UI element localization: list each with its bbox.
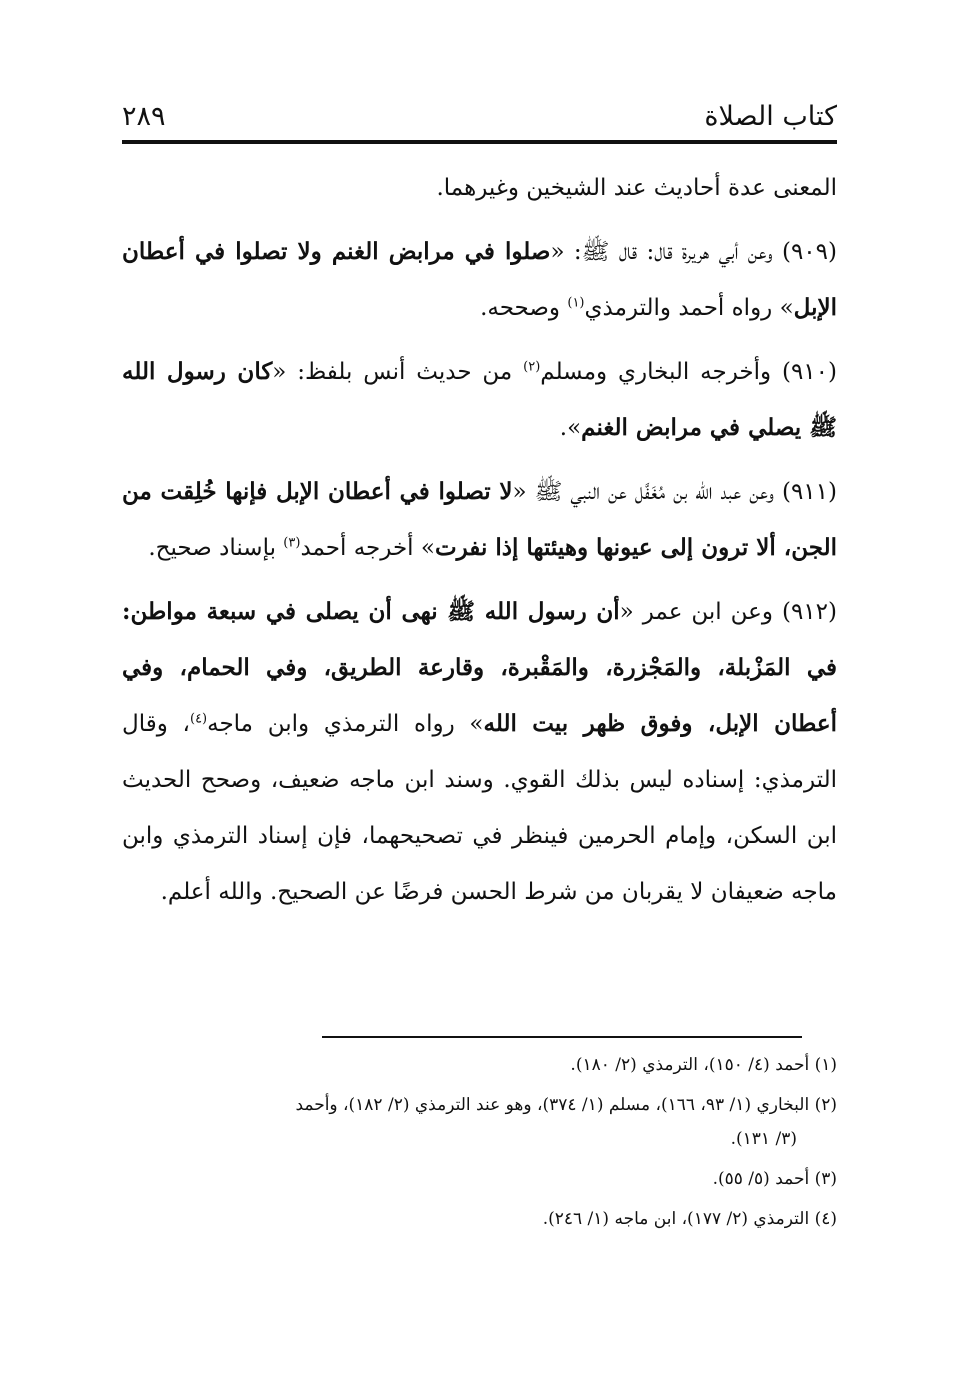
hadith-quote: أن رسول الله ﷺ نهى أن يصلى في سبعة مواطن: في المَزْبلة، والمَجْزرة، والمَقْبرة، وقارعة الطريق، وفي الحمام، وفي أعطان الإبل، وفوق ظهر بيت الله xyxy=(122,598,837,737)
main-text xyxy=(122,160,837,928)
hadith-source: » أخرجه أحمد xyxy=(300,535,435,561)
footnote-separator xyxy=(322,1036,802,1038)
chapter-title: كتاب الصلاة xyxy=(704,101,837,132)
footnote-3: (٣) أحمد (٥/ ٥٥). xyxy=(712,1169,837,1189)
paragraph-intro xyxy=(122,160,837,216)
hadith-tail: بإسناد صحيح. xyxy=(148,535,284,561)
paragraph-text: المعنى عدة أحاديث عند الشيخين وغيرهما. xyxy=(436,175,837,201)
hadith-909 xyxy=(122,224,837,336)
hadith-quote: كان رسول الله ﷺ يصلي في مرابض الغنم xyxy=(122,358,837,441)
footnote-ref[interactable]: (٣) xyxy=(283,535,301,551)
header-rule xyxy=(122,140,837,144)
hadith-quote: صلوا في مرابض الغنم ولا تصلوا في أعطان الإبل xyxy=(122,238,837,321)
hadith-intro: (٩١٢) وعن ابن عمر « xyxy=(619,599,837,625)
footnote-ref[interactable]: (٤) xyxy=(189,711,208,727)
footnote-2: (٢) البخاري (١/ ٩٣، ١٦٦)، مسلم (١/ ٣٧٤)، وهو عند الترمذي (٢/ ١٨٢)، وأحمد xyxy=(295,1095,837,1115)
footnote-2-continuation: (٣/ ١٣١). xyxy=(730,1129,797,1149)
page-number: ٢٨٩ xyxy=(122,101,166,132)
hadith-intro: (٩١٠) وأخرجه البخاري ومسلم xyxy=(540,359,837,385)
hadith-quote: لا تصلوا في أعطان الإبل فإنها خُلِقت من الجن، ألا ترون إلى عيونها وهيئتها إذا نفرت xyxy=(122,478,837,561)
hadith-source: » رواه الترمذي وابن ماجه xyxy=(207,711,484,737)
hadith-tail: ، وقال الترمذي: إسناده ليس بذلك القوي. وسند ابن ماجه ضعيف، وصحح الحديث ابن السكن، وإمام الحرمين فينظر في تصحيحهما، فإن إسناد الترمذي وابن ماجه ضعيفان لا يقربان من شرط الحسن فرضًا عن الصحيح. والله أعلم. xyxy=(122,711,837,905)
hadith-intro: (٩١١) وعن عبد الله بن مُغَفَّل عن النبي ﷺ « xyxy=(512,479,837,505)
hadith-tail: وصححه. xyxy=(480,295,568,321)
running-header xyxy=(122,92,837,132)
footnote-1: (١) أحمد (٤/ ١٥٠)، الترمذي (٢/ ١٨٠). xyxy=(570,1055,837,1075)
hadith-intro: (٩٠٩) وعن أبي هريرة قال: قال ﷺ: « xyxy=(550,239,837,265)
hadith-910 xyxy=(122,344,837,456)
footnotes xyxy=(122,1048,837,1242)
footnote-ref[interactable]: (١) xyxy=(567,295,585,311)
hadith-source: » رواه أحمد والترمذي xyxy=(584,295,794,321)
hadith-911 xyxy=(122,464,837,576)
hadith-source: من حديث أنس بلفظ: « xyxy=(272,359,524,385)
hadith-tail: ». xyxy=(559,415,582,441)
footnote-ref[interactable]: (٢) xyxy=(523,359,541,375)
hadith-912 xyxy=(122,584,837,920)
footnote-4: (٤) الترمذي (٢/ ١٧٧)، ابن ماجه (١/ ٢٤٦). xyxy=(542,1209,837,1229)
